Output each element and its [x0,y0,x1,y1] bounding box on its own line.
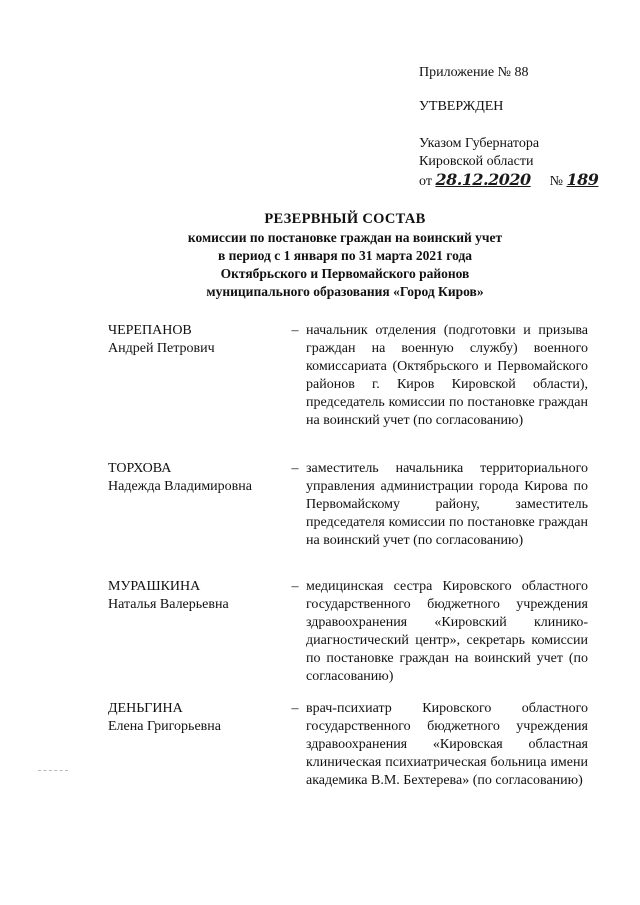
appendix-label: Приложение № 88 [419,65,529,80]
member-duty: врач-психиатр Кировского областного государственного бюджетного учреждения здравоохранения «Кировская областная клиническая психиатрическая больница имени академика В.М. Бехтерева» (по согласованию) [306,701,588,788]
document-heading [130,210,560,301]
member-given-names: Андрей Петрович [108,341,215,356]
member-entry [108,578,588,686]
margin-scan-mark [38,770,68,771]
member-given-names: Надежда Владимировна [108,479,252,494]
member-duty: начальник отделения (подготовки и призыва граждан на военную службу) военного комиссариата (Октябрьского и Первомайского районов г. Киров Кировской области), председатель комиссии по постановке граждан на воинский учет (по согласованию) [306,323,588,428]
member-dash: – [291,701,299,716]
member-dash: – [291,579,299,594]
member-given-names: Наталья Валерьевна [108,597,229,612]
member-entry [108,700,588,790]
approved-label: УТВЕРЖДЕН [419,99,504,114]
member-surname: ТОРХОВА [108,461,172,476]
decree-date-line [419,171,619,191]
member-entry [108,460,588,550]
heading-line-4: муниципального образования «Город Киров» [206,284,484,299]
member-surname: ДЕНЬГИНА [108,701,183,716]
member-surname: МУРАШКИНА [108,579,201,594]
member-entry [108,322,588,430]
member-name [108,578,284,686]
member-duty: медицинская сестра Кировского областного государственного бюджетного учреждения здравоохранения «Кировский клинико-диагностический центр», секретарь комиссии по постановке граждан на воинский учет (по согласованию) [306,579,588,684]
member-dash: – [291,461,299,476]
handwritten-date: 28.12.2020 [435,170,531,189]
number-sign: № [549,174,563,189]
handwritten-number: 189 [566,170,599,189]
member-dash: – [291,323,299,338]
from-prefix: от [419,174,432,189]
decree-line-2: Кировской области [419,154,534,169]
member-surname: ЧЕРЕПАНОВ [108,323,192,338]
member-given-names: Елена Григорьевна [108,719,221,734]
member-name [108,700,284,790]
heading-line-2: в период с 1 января по 31 марта 2021 года [217,248,473,263]
member-duty: заместитель начальника территориального управления администрации города Кирова по Первомайскому району, заместитель председателя комиссии по постановке граждан на воинский учет (по согласованию) [306,461,588,548]
member-name [108,322,284,430]
appendix-block [419,64,619,191]
member-name [108,460,284,550]
heading-line-1: комиссии по постановке граждан на воинский учет [187,230,503,245]
decree-line-1: Указом Губернатора [419,136,540,151]
heading-title: РЕЗЕРВНЫЙ СОСТАВ [264,211,426,227]
heading-line-3: Октябрьского и Первомайского районов [220,266,470,281]
